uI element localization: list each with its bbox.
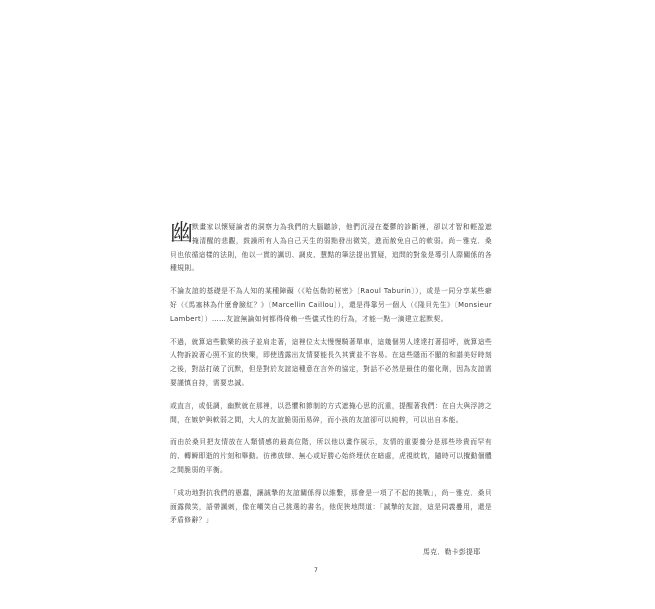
paragraph-1-text: 默畫家以懷疑論者的洞察力為我們的大腦聽診，他們沉浸在憂鬱的診斷裡，卻以才智和輕盈遮掩清醒的悲觀，鼓譟所有人為自己天生的弱點發出微笑，進而赦免自己的軟弱。尚－雅克．桑貝也依循這樣的法則，他以一貫的諷切、調皮、慧黠的筆法提出質疑，追問的對象是導引人際關係的各種規則。 [170, 223, 492, 273]
drop-cap: 幽 [170, 220, 194, 246]
page-number: 7 [314, 567, 318, 574]
paragraph-1 [170, 221, 492, 276]
paragraph-4: 或直言，或低調，幽默就在那裡，以恐懼和節制的方式遮掩心思的沉重，提醒著我們：在自大與浮誇之間，在嫉妒與軟弱之間，大人的友誼脆弱而易碎，而小孩的友誼卻可以純粹，可以出自本能。 [170, 401, 492, 424]
paragraph-2: 不論友誼的基礎是不為人知的某種障礙（《哈伍勒的秘密》〔Raoul Taburin〕），或是一同分享某些癖好（《馬塞林為什麼會臉紅？》〔Marcellin Caillou〕），還是得靠另一個人（《隆貝先生》〔Monsieur Lambert〕）……友誼無論如何都得倚賴一些儀式性的行為，才能一點一滴建立起默契。 [170, 287, 492, 323]
paragraph-5: 而由於桑貝把友情放在人類情感的最高位階，所以他以畫作展示，友情的重要養分是那些珍貴而罕有的、轉瞬即逝的片刻和舉動。彷彿放肆、無心或好勝心始終埋伏在暗處，虎視眈眈，隨時可以攪動個體之間脆弱的平衡。 [170, 438, 492, 474]
paragraph-3: 不過，就算這些歡樂的孩子並肩走著，這裡位太太慢慢騎著單車，這幾個男人達達打著招呼，就算這些人物訴說著心照不宣的快樂，即使透露出友情要能長久其實並不容易。在這些隱而不顯的和諧美好時刻之後，對話打破了沉默，但是對於友誼這種意在言外的協定，對話不必然是最佳的催化劑，因為友誼需要謹慎自持，需要忠誠。 [170, 337, 492, 387]
paragraph-6: 「成功地對抗我們的愚蠢，讓誠摯的友誼關係得以維繫，那會是一項了不起的挑戰」，尚－雅克．桑貝面露微笑，語帶諷刺，像在嘲笑自己挑選的書名，他促狹地問道：「誠摯的友誼，這是同義疊用，還是矛盾修辭？」 [170, 488, 492, 525]
author-signature: 馬克．勒卡彭提耶 [423, 548, 481, 556]
essay-body [170, 221, 492, 537]
